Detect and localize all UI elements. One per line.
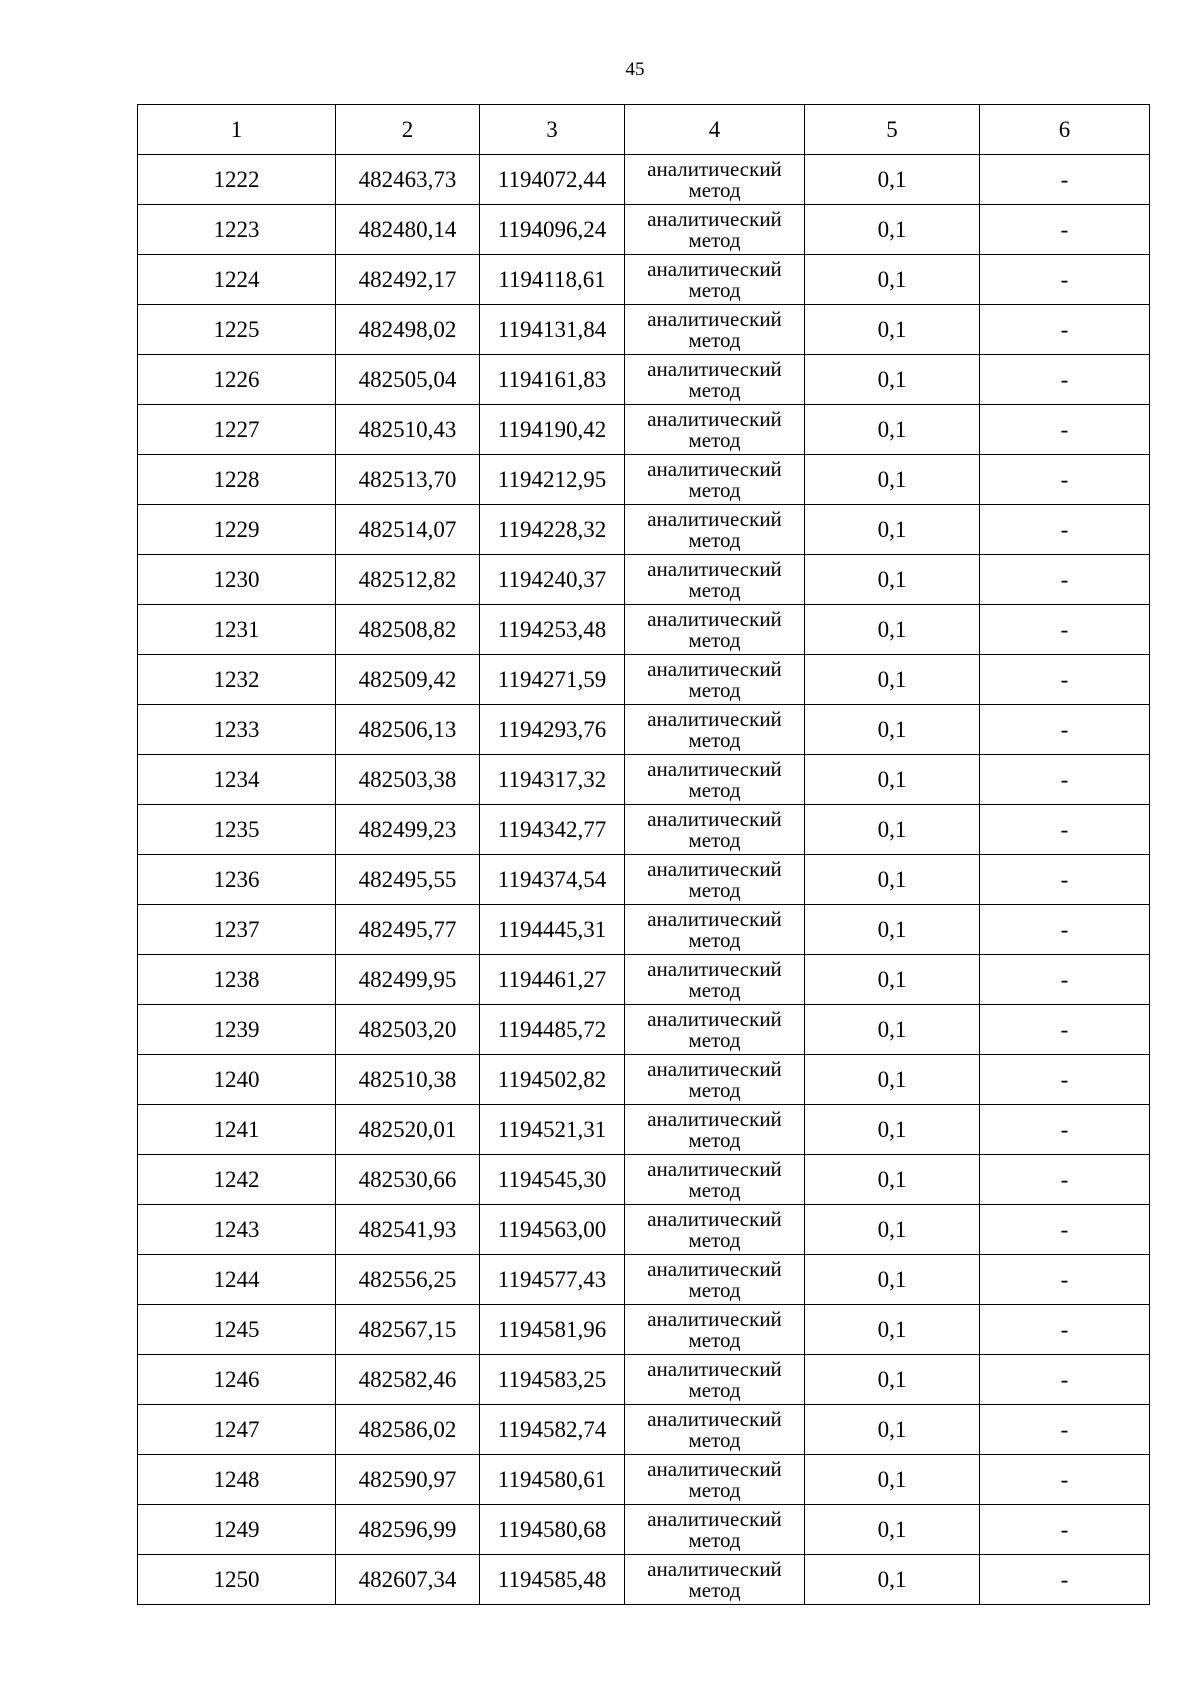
point-number-cell: 1248 (138, 1455, 336, 1505)
table-row (138, 655, 1150, 705)
point-number-cell: 1246 (138, 1355, 336, 1405)
accuracy-cell: 0,1 (805, 1555, 980, 1605)
table-row (138, 1155, 1150, 1205)
x-coordinate-cell: 482530,66 (336, 1155, 480, 1205)
point-number-cell: 1237 (138, 905, 336, 955)
x-coordinate-cell: 482514,07 (336, 505, 480, 555)
y-coordinate-cell: 1194521,31 (480, 1105, 625, 1155)
method-text: аналитический метод (647, 506, 782, 552)
method-text: аналитический метод (647, 1206, 782, 1252)
table-row (138, 605, 1150, 655)
note-cell: - (980, 1055, 1150, 1105)
table-row (138, 455, 1150, 505)
x-coordinate-cell: 482499,23 (336, 805, 480, 855)
x-coordinate-cell: 482541,93 (336, 1205, 480, 1255)
point-number-cell: 1229 (138, 505, 336, 555)
table-row (138, 955, 1150, 1005)
note-cell: - (980, 855, 1150, 905)
accuracy-cell: 0,1 (805, 805, 980, 855)
column-header: 4 (625, 105, 805, 155)
accuracy-cell: 0,1 (805, 405, 980, 455)
y-coordinate-cell: 1194161,83 (480, 355, 625, 405)
y-coordinate-cell: 1194583,25 (480, 1355, 625, 1405)
method-cell (625, 1155, 805, 1205)
accuracy-cell: 0,1 (805, 955, 980, 1005)
x-coordinate-cell: 482480,14 (336, 205, 480, 255)
method-cell (625, 1055, 805, 1105)
method-cell (625, 155, 805, 205)
page-number: 45 (625, 59, 645, 80)
point-number-cell: 1225 (138, 305, 336, 355)
method-cell (625, 805, 805, 855)
x-coordinate-cell: 482503,20 (336, 1005, 480, 1055)
note-cell: - (980, 305, 1150, 355)
column-header: 6 (980, 105, 1150, 155)
note-cell: - (980, 1105, 1150, 1155)
table-row (138, 1255, 1150, 1305)
accuracy-cell: 0,1 (805, 155, 980, 205)
x-coordinate-cell: 482590,97 (336, 1455, 480, 1505)
method-text: аналитический метод (647, 356, 782, 402)
y-coordinate-cell: 1194582,74 (480, 1405, 625, 1455)
note-cell: - (980, 655, 1150, 705)
x-coordinate-cell: 482492,17 (336, 255, 480, 305)
table-row (138, 805, 1150, 855)
method-text: аналитический метод (647, 1156, 782, 1202)
method-text: аналитический метод (647, 756, 782, 802)
y-coordinate-cell: 1194240,37 (480, 555, 625, 605)
point-number-cell: 1232 (138, 655, 336, 705)
point-number-cell: 1240 (138, 1055, 336, 1105)
y-coordinate-cell: 1194293,76 (480, 705, 625, 755)
accuracy-cell: 0,1 (805, 205, 980, 255)
column-header: 5 (805, 105, 980, 155)
table-row (138, 905, 1150, 955)
method-text: аналитический метод (647, 1006, 782, 1052)
note-cell: - (980, 605, 1150, 655)
table-row (138, 1205, 1150, 1255)
point-number-cell: 1224 (138, 255, 336, 305)
point-number-cell: 1226 (138, 355, 336, 405)
method-cell (625, 1105, 805, 1155)
table-header-row (138, 105, 1150, 155)
table-row (138, 205, 1150, 255)
x-coordinate-cell: 482596,99 (336, 1505, 480, 1555)
note-cell: - (980, 1205, 1150, 1255)
note-cell: - (980, 155, 1150, 205)
table-row (138, 555, 1150, 605)
method-cell (625, 605, 805, 655)
y-coordinate-cell: 1194072,44 (480, 155, 625, 205)
note-cell: - (980, 1355, 1150, 1405)
point-number-cell: 1241 (138, 1105, 336, 1155)
column-header: 2 (336, 105, 480, 155)
table-body (138, 155, 1150, 1605)
y-coordinate-cell: 1194317,32 (480, 755, 625, 805)
note-cell: - (980, 1505, 1150, 1555)
point-number-cell: 1245 (138, 1305, 336, 1355)
point-number-cell: 1249 (138, 1505, 336, 1555)
y-coordinate-cell: 1194485,72 (480, 1005, 625, 1055)
y-coordinate-cell: 1194577,43 (480, 1255, 625, 1305)
x-coordinate-cell: 482499,95 (336, 955, 480, 1005)
note-cell: - (980, 1155, 1150, 1205)
accuracy-cell: 0,1 (805, 1405, 980, 1455)
note-cell: - (980, 1255, 1150, 1305)
point-number-cell: 1227 (138, 405, 336, 455)
accuracy-cell: 0,1 (805, 855, 980, 905)
x-coordinate-cell: 482503,38 (336, 755, 480, 805)
accuracy-cell: 0,1 (805, 1155, 980, 1205)
note-cell: - (980, 455, 1150, 505)
table-row (138, 305, 1150, 355)
point-number-cell: 1233 (138, 705, 336, 755)
method-text: аналитический метод (647, 306, 782, 352)
method-text: аналитический метод (647, 256, 782, 302)
point-number-cell: 1223 (138, 205, 336, 255)
point-number-cell: 1247 (138, 1405, 336, 1455)
y-coordinate-cell: 1194271,59 (480, 655, 625, 705)
x-coordinate-cell: 482498,02 (336, 305, 480, 355)
method-cell (625, 555, 805, 605)
method-cell (625, 205, 805, 255)
note-cell: - (980, 1005, 1150, 1055)
table-row (138, 505, 1150, 555)
x-coordinate-cell: 482582,46 (336, 1355, 480, 1405)
method-text: аналитический метод (647, 1506, 782, 1552)
method-cell (625, 1455, 805, 1505)
table-row (138, 405, 1150, 455)
accuracy-cell: 0,1 (805, 755, 980, 805)
y-coordinate-cell: 1194461,27 (480, 955, 625, 1005)
method-text: аналитический метод (647, 406, 782, 452)
accuracy-cell: 0,1 (805, 655, 980, 705)
method-text: аналитический метод (647, 156, 782, 202)
method-cell (625, 405, 805, 455)
method-text: аналитический метод (647, 1556, 782, 1602)
y-coordinate-cell: 1194502,82 (480, 1055, 625, 1105)
method-cell (625, 955, 805, 1005)
method-text: аналитический метод (647, 856, 782, 902)
y-coordinate-cell: 1194131,84 (480, 305, 625, 355)
method-text: аналитический метод (647, 1056, 782, 1102)
x-coordinate-cell: 482586,02 (336, 1405, 480, 1455)
method-cell (625, 1555, 805, 1605)
method-cell (625, 1405, 805, 1455)
x-coordinate-cell: 482607,34 (336, 1555, 480, 1605)
method-cell (625, 1255, 805, 1305)
accuracy-cell: 0,1 (805, 355, 980, 405)
y-coordinate-cell: 1194212,95 (480, 455, 625, 505)
table-row (138, 1405, 1150, 1455)
table-row (138, 1055, 1150, 1105)
accuracy-cell: 0,1 (805, 1105, 980, 1155)
note-cell: - (980, 355, 1150, 405)
table-row (138, 1355, 1150, 1405)
point-number-cell: 1230 (138, 555, 336, 605)
column-header: 3 (480, 105, 625, 155)
y-coordinate-cell: 1194096,24 (480, 205, 625, 255)
table-row (138, 155, 1150, 205)
method-cell (625, 305, 805, 355)
note-cell: - (980, 805, 1150, 855)
y-coordinate-cell: 1194374,54 (480, 855, 625, 905)
table-row (138, 1505, 1150, 1555)
x-coordinate-cell: 482510,43 (336, 405, 480, 455)
table-row (138, 1555, 1150, 1605)
method-cell (625, 355, 805, 405)
y-coordinate-cell: 1194580,61 (480, 1455, 625, 1505)
point-number-cell: 1250 (138, 1555, 336, 1605)
note-cell: - (980, 955, 1150, 1005)
x-coordinate-cell: 482512,82 (336, 555, 480, 605)
accuracy-cell: 0,1 (805, 305, 980, 355)
y-coordinate-cell: 1194545,30 (480, 1155, 625, 1205)
table-row (138, 255, 1150, 305)
x-coordinate-cell: 482463,73 (336, 155, 480, 205)
y-coordinate-cell: 1194118,61 (480, 255, 625, 305)
coordinates-table (137, 104, 1150, 1605)
table-row (138, 1005, 1150, 1055)
y-coordinate-cell: 1194253,48 (480, 605, 625, 655)
x-coordinate-cell: 482508,82 (336, 605, 480, 655)
method-cell (625, 1005, 805, 1055)
method-cell (625, 905, 805, 955)
method-text: аналитический метод (647, 1456, 782, 1502)
x-coordinate-cell: 482567,15 (336, 1305, 480, 1355)
method-cell (625, 1305, 805, 1355)
y-coordinate-cell: 1194445,31 (480, 905, 625, 955)
point-number-cell: 1235 (138, 805, 336, 855)
accuracy-cell: 0,1 (805, 705, 980, 755)
accuracy-cell: 0,1 (805, 605, 980, 655)
table-row (138, 705, 1150, 755)
method-cell (625, 255, 805, 305)
method-text: аналитический метод (647, 656, 782, 702)
accuracy-cell: 0,1 (805, 1255, 980, 1305)
note-cell: - (980, 505, 1150, 555)
table-row (138, 1305, 1150, 1355)
x-coordinate-cell: 482556,25 (336, 1255, 480, 1305)
note-cell: - (980, 555, 1150, 605)
point-number-cell: 1243 (138, 1205, 336, 1255)
method-cell (625, 855, 805, 905)
x-coordinate-cell: 482510,38 (336, 1055, 480, 1105)
method-text: аналитический метод (647, 1406, 782, 1452)
accuracy-cell: 0,1 (805, 555, 980, 605)
point-number-cell: 1239 (138, 1005, 336, 1055)
method-text: аналитический метод (647, 556, 782, 602)
x-coordinate-cell: 482495,55 (336, 855, 480, 905)
y-coordinate-cell: 1194228,32 (480, 505, 625, 555)
table-row (138, 355, 1150, 405)
method-cell (625, 705, 805, 755)
method-text: аналитический метод (647, 1106, 782, 1152)
method-text: аналитический метод (647, 1256, 782, 1302)
table-row (138, 1105, 1150, 1155)
x-coordinate-cell: 482509,42 (336, 655, 480, 705)
note-cell: - (980, 755, 1150, 805)
accuracy-cell: 0,1 (805, 1055, 980, 1105)
note-cell: - (980, 1555, 1150, 1605)
accuracy-cell: 0,1 (805, 1305, 980, 1355)
note-cell: - (980, 905, 1150, 955)
method-cell (625, 455, 805, 505)
method-text: аналитический метод (647, 1356, 782, 1402)
method-text: аналитический метод (647, 606, 782, 652)
method-text: аналитический метод (647, 806, 782, 852)
x-coordinate-cell: 482520,01 (336, 1105, 480, 1155)
note-cell: - (980, 1305, 1150, 1355)
point-number-cell: 1244 (138, 1255, 336, 1305)
method-cell (625, 655, 805, 705)
x-coordinate-cell: 482495,77 (336, 905, 480, 955)
note-cell: - (980, 255, 1150, 305)
point-number-cell: 1242 (138, 1155, 336, 1205)
method-cell (625, 1505, 805, 1555)
y-coordinate-cell: 1194563,00 (480, 1205, 625, 1255)
accuracy-cell: 0,1 (805, 1355, 980, 1405)
y-coordinate-cell: 1194190,42 (480, 405, 625, 455)
method-text: аналитический метод (647, 956, 782, 1002)
method-cell (625, 755, 805, 805)
note-cell: - (980, 405, 1150, 455)
point-number-cell: 1236 (138, 855, 336, 905)
method-cell (625, 505, 805, 555)
method-text: аналитический метод (647, 906, 782, 952)
note-cell: - (980, 705, 1150, 755)
point-number-cell: 1234 (138, 755, 336, 805)
method-cell (625, 1205, 805, 1255)
note-cell: - (980, 205, 1150, 255)
y-coordinate-cell: 1194580,68 (480, 1505, 625, 1555)
method-text: аналитический метод (647, 1306, 782, 1352)
table-row (138, 855, 1150, 905)
y-coordinate-cell: 1194585,48 (480, 1555, 625, 1605)
column-header: 1 (138, 105, 336, 155)
point-number-cell: 1231 (138, 605, 336, 655)
accuracy-cell: 0,1 (805, 1205, 980, 1255)
accuracy-cell: 0,1 (805, 505, 980, 555)
y-coordinate-cell: 1194581,96 (480, 1305, 625, 1355)
x-coordinate-cell: 482506,13 (336, 705, 480, 755)
accuracy-cell: 0,1 (805, 255, 980, 305)
accuracy-cell: 0,1 (805, 1005, 980, 1055)
x-coordinate-cell: 482505,04 (336, 355, 480, 405)
point-number-cell: 1228 (138, 455, 336, 505)
x-coordinate-cell: 482513,70 (336, 455, 480, 505)
note-cell: - (980, 1405, 1150, 1455)
table-row (138, 755, 1150, 805)
accuracy-cell: 0,1 (805, 905, 980, 955)
note-cell: - (980, 1455, 1150, 1505)
point-number-cell: 1222 (138, 155, 336, 205)
method-cell (625, 1355, 805, 1405)
table-row (138, 1455, 1150, 1505)
accuracy-cell: 0,1 (805, 1505, 980, 1555)
point-number-cell: 1238 (138, 955, 336, 1005)
method-text: аналитический метод (647, 206, 782, 252)
y-coordinate-cell: 1194342,77 (480, 805, 625, 855)
method-text: аналитический метод (647, 456, 782, 502)
accuracy-cell: 0,1 (805, 455, 980, 505)
accuracy-cell: 0,1 (805, 1455, 980, 1505)
method-text: аналитический метод (647, 706, 782, 752)
